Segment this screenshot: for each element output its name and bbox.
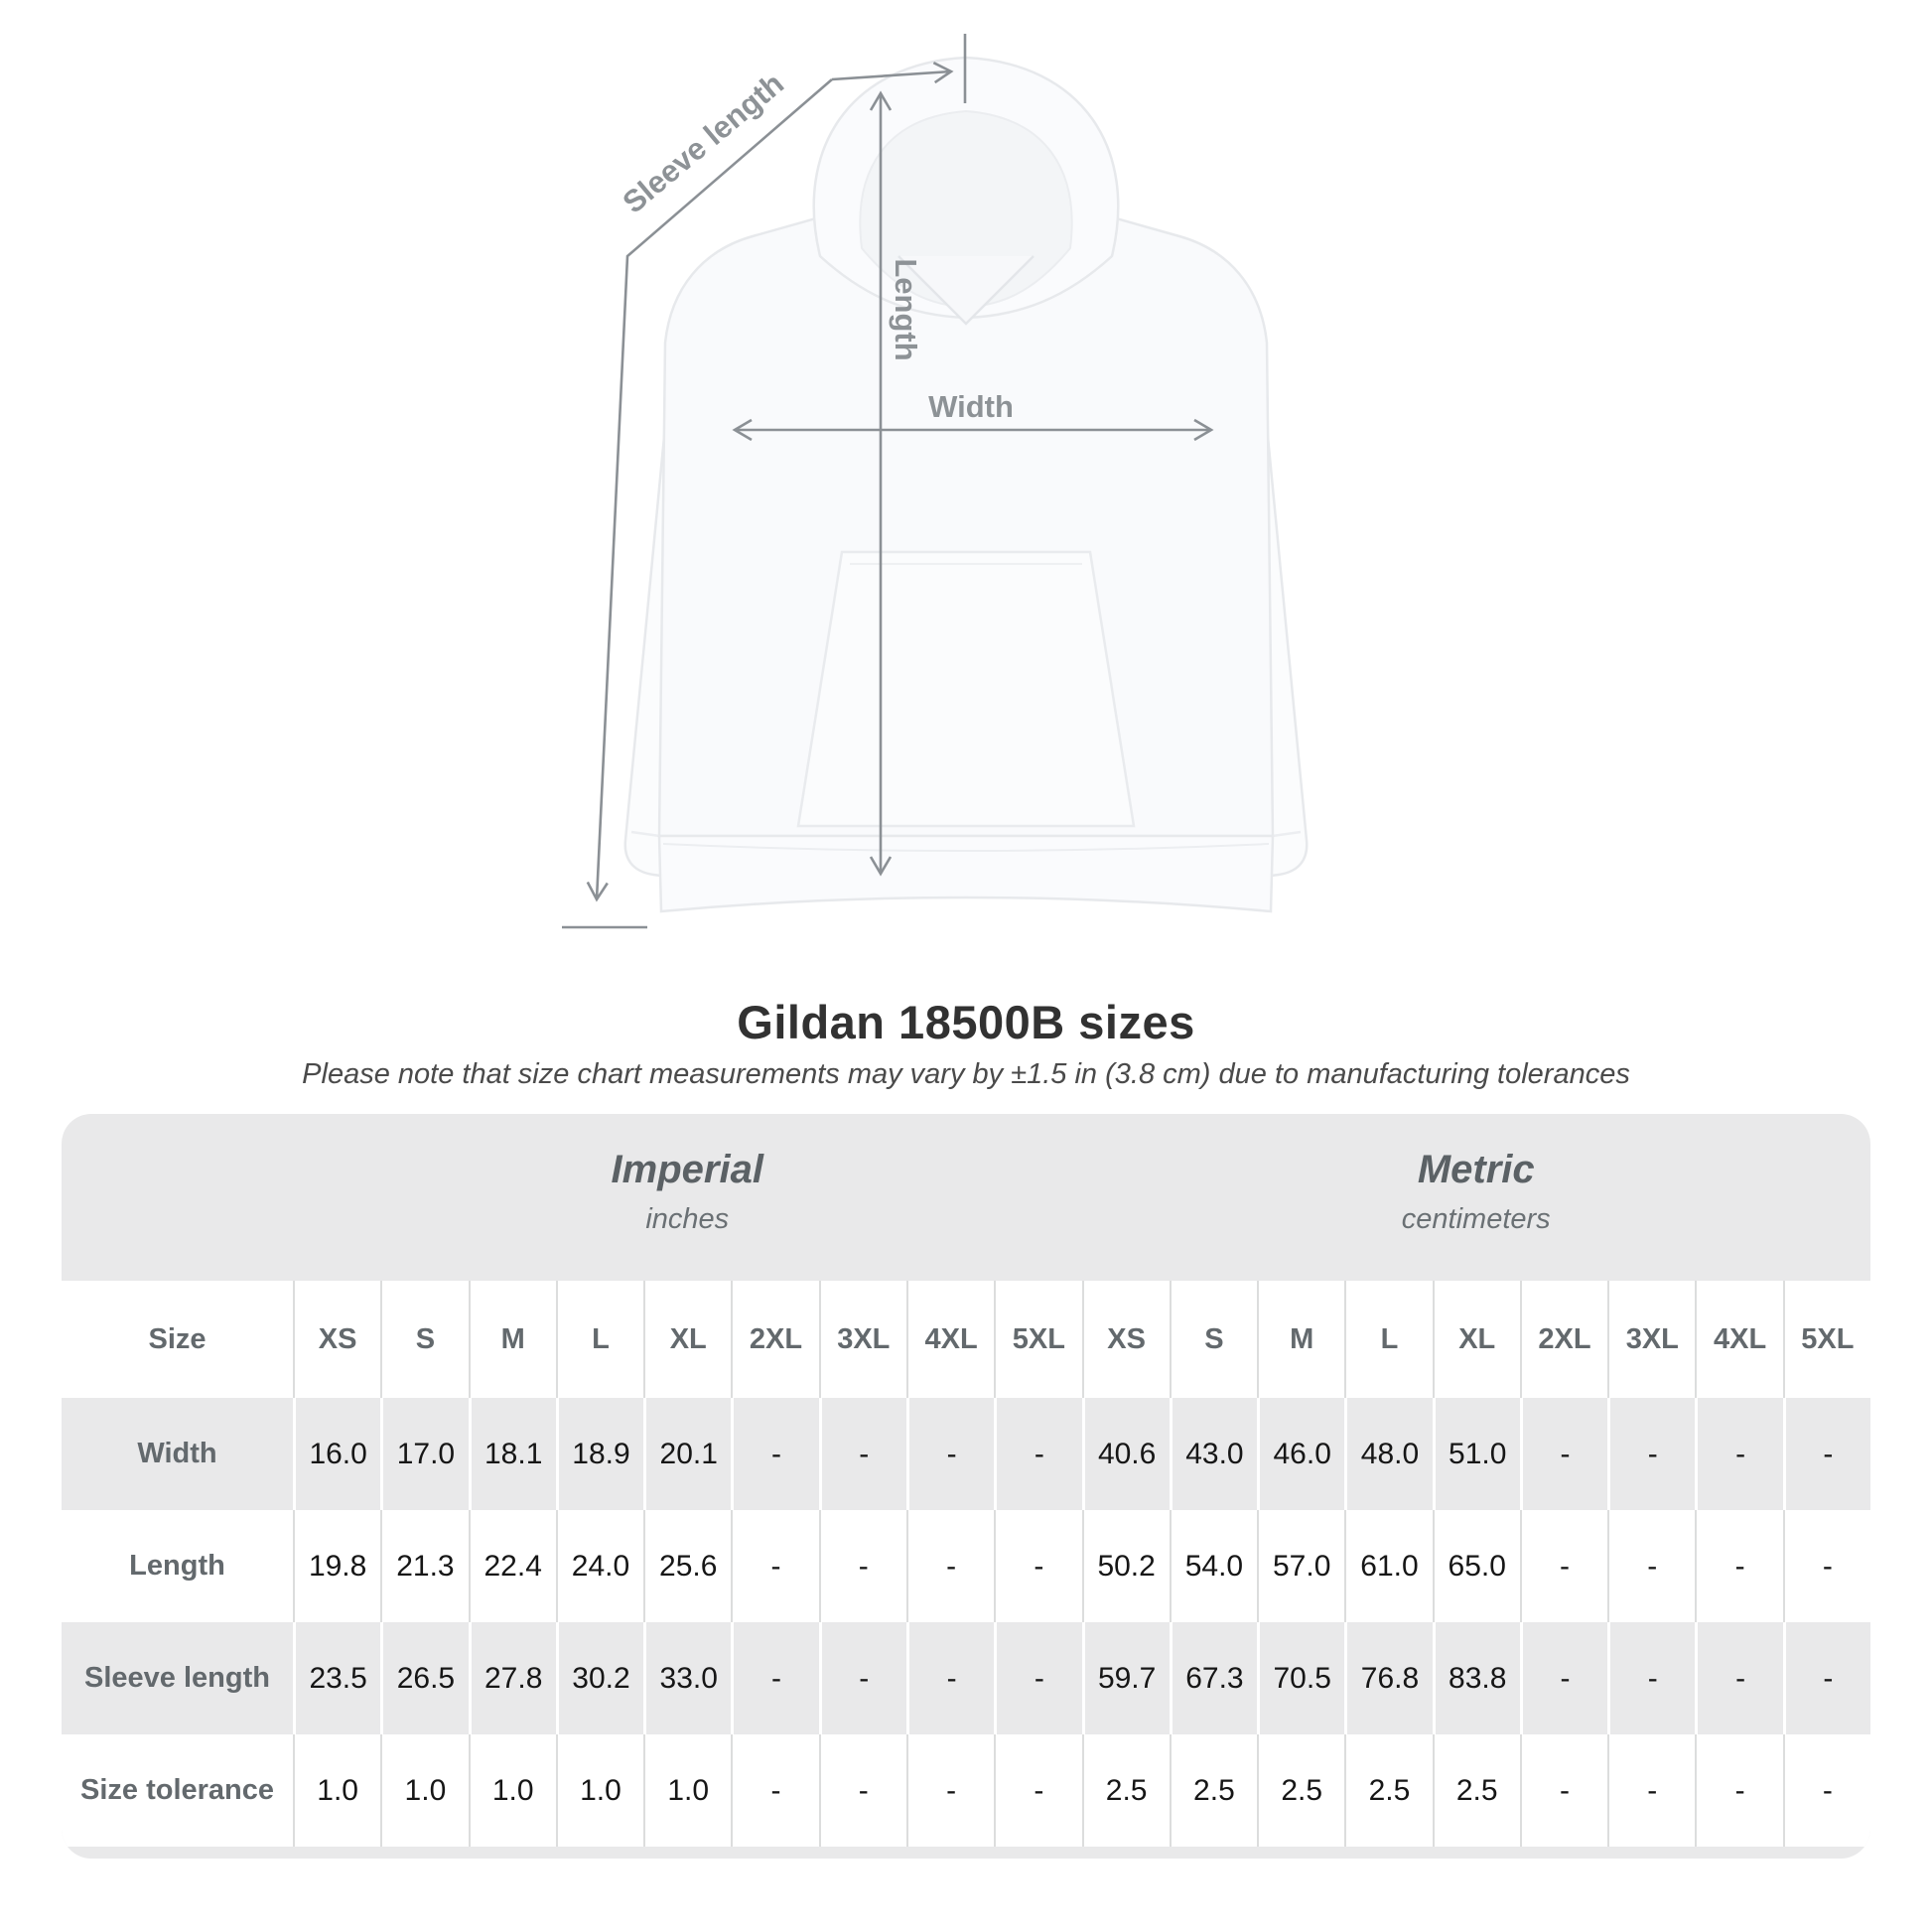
size-header-imperial: M — [469, 1281, 556, 1398]
value-cell-metric: 43.0 — [1170, 1398, 1257, 1510]
value-cell-imperial: 18.9 — [556, 1398, 643, 1510]
table-row — [62, 1622, 1870, 1734]
size-header-row — [62, 1281, 1870, 1398]
size-header-imperial: XS — [293, 1281, 380, 1398]
value-cell-metric: 50.2 — [1082, 1510, 1170, 1622]
size-header-metric: L — [1344, 1281, 1432, 1398]
value-cell-metric: - — [1695, 1734, 1782, 1847]
value-cell-imperial: 1.0 — [643, 1734, 731, 1847]
value-cell-imperial: - — [906, 1510, 994, 1622]
value-cell-imperial: - — [819, 1622, 906, 1734]
value-cell-metric: 2.5 — [1082, 1734, 1170, 1847]
value-cell-metric: 2.5 — [1344, 1734, 1432, 1847]
table-row — [62, 1510, 1870, 1622]
size-header-metric: 2XL — [1520, 1281, 1607, 1398]
size-header-metric: 5XL — [1783, 1281, 1870, 1398]
size-header-metric: XL — [1433, 1281, 1520, 1398]
value-cell-metric: - — [1520, 1734, 1607, 1847]
value-cell-metric: 59.7 — [1082, 1622, 1170, 1734]
unit-header-metric — [1082, 1114, 1871, 1281]
size-header-imperial: 5XL — [994, 1281, 1081, 1398]
size-grid — [62, 1281, 1870, 1847]
value-cell-metric: - — [1783, 1398, 1870, 1510]
size-header-metric: 4XL — [1695, 1281, 1782, 1398]
size-header-imperial: XL — [643, 1281, 731, 1398]
value-cell-imperial: 27.8 — [469, 1622, 556, 1734]
value-cell-imperial: 21.3 — [380, 1510, 468, 1622]
value-cell-imperial: - — [731, 1398, 818, 1510]
value-cell-imperial: - — [819, 1398, 906, 1510]
value-cell-metric: 2.5 — [1257, 1734, 1344, 1847]
value-cell-imperial: 1.0 — [380, 1734, 468, 1847]
value-cell-metric: - — [1695, 1510, 1782, 1622]
size-table — [62, 1114, 1870, 1859]
value-cell-imperial: - — [906, 1734, 994, 1847]
value-cell-metric: - — [1695, 1622, 1782, 1734]
value-cell-imperial: 1.0 — [556, 1734, 643, 1847]
value-cell-imperial: 25.6 — [643, 1510, 731, 1622]
table-row — [62, 1398, 1870, 1510]
pocket-shape — [798, 552, 1134, 826]
value-cell-metric: 61.0 — [1344, 1510, 1432, 1622]
size-header-imperial: S — [380, 1281, 468, 1398]
value-cell-imperial: - — [819, 1734, 906, 1847]
value-cell-metric: 57.0 — [1257, 1510, 1344, 1622]
size-col-header: Size — [148, 1322, 207, 1355]
value-cell-imperial: 17.0 — [380, 1398, 468, 1510]
unit-header-spacer — [62, 1114, 293, 1281]
value-cell-metric: - — [1520, 1622, 1607, 1734]
value-cell-metric: - — [1607, 1510, 1695, 1622]
size-header-imperial: L — [556, 1281, 643, 1398]
value-cell-imperial: 24.0 — [556, 1510, 643, 1622]
value-cell-imperial: 20.1 — [643, 1398, 731, 1510]
value-cell-metric: 2.5 — [1433, 1734, 1520, 1847]
hoodie-shape — [625, 58, 1308, 911]
metric-subtitle: centimeters — [1401, 1203, 1551, 1235]
size-header-metric: XS — [1082, 1281, 1170, 1398]
value-cell-imperial: - — [994, 1734, 1081, 1847]
value-cell-imperial: - — [731, 1734, 818, 1847]
value-cell-metric: 65.0 — [1433, 1510, 1520, 1622]
imperial-title: Imperial — [611, 1148, 763, 1191]
value-cell-imperial: 18.1 — [469, 1398, 556, 1510]
value-cell-imperial: - — [731, 1622, 818, 1734]
width-label: Width — [928, 389, 1014, 424]
table-row — [62, 1734, 1870, 1847]
value-cell-imperial: - — [994, 1398, 1081, 1510]
size-header-imperial: 3XL — [819, 1281, 906, 1398]
value-cell-imperial: - — [819, 1510, 906, 1622]
value-cell-imperial: 26.5 — [380, 1622, 468, 1734]
value-cell-imperial: - — [994, 1622, 1081, 1734]
size-header-imperial: 2XL — [731, 1281, 818, 1398]
value-cell-metric: - — [1520, 1510, 1607, 1622]
value-cell-metric: - — [1607, 1734, 1695, 1847]
value-cell-metric: - — [1783, 1622, 1870, 1734]
value-cell-metric: 70.5 — [1257, 1622, 1344, 1734]
value-cell-imperial: - — [731, 1510, 818, 1622]
size-header-metric: M — [1257, 1281, 1344, 1398]
value-cell-imperial: 33.0 — [643, 1622, 731, 1734]
value-cell-metric: 54.0 — [1170, 1510, 1257, 1622]
value-cell-metric: - — [1783, 1734, 1870, 1847]
value-cell-imperial: - — [906, 1622, 994, 1734]
value-cell-metric: 46.0 — [1257, 1398, 1344, 1510]
value-cell-metric: 76.8 — [1344, 1622, 1432, 1734]
value-cell-metric: - — [1783, 1510, 1870, 1622]
value-cell-imperial: 1.0 — [469, 1734, 556, 1847]
value-cell-metric: 51.0 — [1433, 1398, 1520, 1510]
unit-header-imperial — [293, 1114, 1082, 1281]
value-cell-metric: 40.6 — [1082, 1398, 1170, 1510]
sleeve-length-label: Sleeve length — [616, 66, 791, 220]
size-header-metric: S — [1170, 1281, 1257, 1398]
value-cell-imperial: 23.5 — [293, 1622, 380, 1734]
metric-title: Metric — [1417, 1148, 1535, 1191]
value-cell-metric: 67.3 — [1170, 1622, 1257, 1734]
value-cell-metric: - — [1607, 1398, 1695, 1510]
value-cell-imperial: 16.0 — [293, 1398, 380, 1510]
value-cell-imperial: 1.0 — [293, 1734, 380, 1847]
value-cell-metric: 83.8 — [1433, 1622, 1520, 1734]
value-cell-metric: - — [1520, 1398, 1607, 1510]
row-label: Width — [137, 1438, 217, 1469]
size-header-metric: 3XL — [1607, 1281, 1695, 1398]
row-label: Length — [129, 1550, 225, 1582]
imperial-subtitle: inches — [645, 1203, 730, 1235]
page-title: Gildan 18500B sizes — [737, 996, 1195, 1048]
value-cell-imperial: 19.8 — [293, 1510, 380, 1622]
tolerance-note: Please note that size chart measurements may vary by ±1.5 in (3.8 cm) due to manufacturing tolerances — [302, 1058, 1630, 1090]
size-header-imperial: 4XL — [906, 1281, 994, 1398]
value-cell-metric: - — [1695, 1398, 1782, 1510]
value-cell-imperial: 30.2 — [556, 1622, 643, 1734]
value-cell-imperial: - — [994, 1510, 1081, 1622]
value-cell-metric: 2.5 — [1170, 1734, 1257, 1847]
value-cell-metric: - — [1607, 1622, 1695, 1734]
row-label: Size tolerance — [79, 1774, 275, 1806]
row-label: Sleeve length — [84, 1662, 270, 1694]
value-cell-imperial: 22.4 — [469, 1510, 556, 1622]
value-cell-metric: 48.0 — [1344, 1398, 1432, 1510]
length-label: Length — [889, 258, 923, 361]
value-cell-imperial: - — [906, 1398, 994, 1510]
unit-headers — [62, 1114, 1870, 1281]
